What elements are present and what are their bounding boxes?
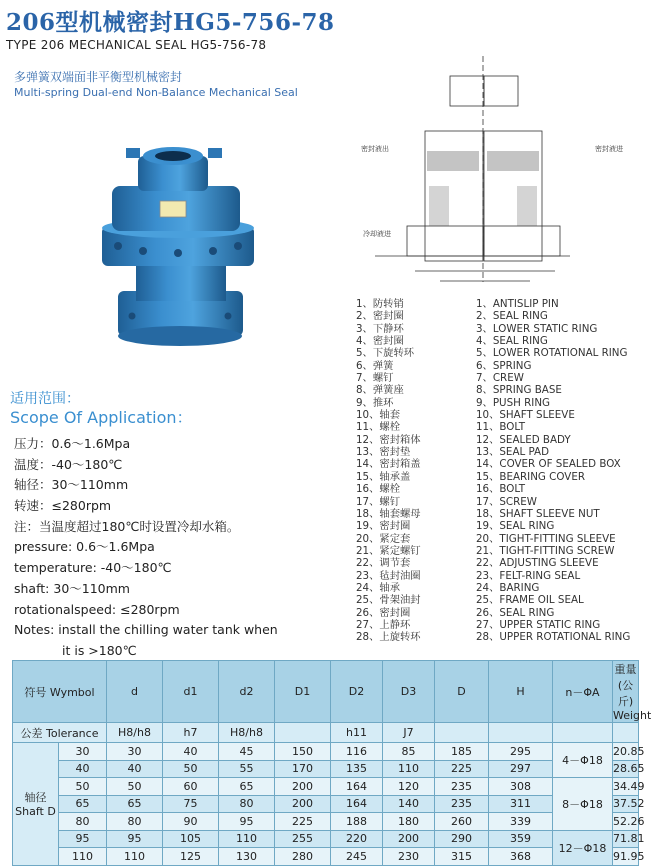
parts-item-cn: 8、弹簧座 [356,384,404,397]
parts-item-en: 18、SHAFT SLEEVE NUT [476,507,600,520]
parts-item-cn: 18、轴套螺母 [356,507,421,520]
table-header-row [13,661,639,723]
table-cell: 368 [489,848,553,866]
table-cell: 280 [275,848,331,866]
table-cell: 30 [107,743,163,761]
parts-item-cn: 23、毡封油圈 [356,569,421,582]
tolerance-cell [275,723,331,743]
parts-item-cn: 28、上旋转环 [356,631,421,644]
table-header-cell: 符号 Wymbol [13,661,107,723]
spec-line: shaft: 30～110mm [14,580,130,596]
shaft-label: 轴径 Shaft D [13,743,59,866]
table-cell: 255 [275,830,331,848]
n-phi-a-cell: 8－Φ18 [553,778,613,831]
parts-item-cn: 17、螺钉 [356,495,400,508]
table-cell: 295 [489,743,553,761]
table-cell: 235 [435,778,489,796]
table-cell: 245 [331,848,383,866]
table-cell: 164 [331,778,383,796]
parts-item-en: 9、PUSH RING [476,396,551,409]
subtitle-cn: 多弹簧双端面非平衡型机械密封 [14,70,183,84]
table-cell: 30 [59,743,107,761]
table-row [13,795,639,813]
table-row [13,848,639,866]
tolerance-cell: J7 [383,723,435,743]
parts-item-en: 14、COVER OF SEALED BOX [476,458,621,471]
weight-cell: 20.85 [613,743,639,761]
table-header-cell: n－ΦA [553,661,613,723]
parts-item-en: 16、BOLT [476,483,525,496]
tolerance-cell [553,723,613,743]
tolerance-cell [435,723,489,743]
parts-item-cn: 4、密封圈 [356,335,404,348]
parts-item-cn: 6、弹簧 [356,359,394,372]
parts-item-en: 21、TIGHT-FITTING SCREW [476,544,615,557]
parts-item-cn: 3、下静环 [356,322,404,335]
parts-item-en: 19、SEAL RING [476,520,555,533]
table-header-cell: D [435,661,489,723]
table-header-cell: d2 [219,661,275,723]
table-cell: 80 [219,795,275,813]
parts-item-cn: 26、密封圈 [356,606,411,619]
table-cell: 95 [219,813,275,831]
parts-item-en: 5、LOWER ROTATIONAL RING [476,347,628,360]
table-cell: 315 [435,848,489,866]
parts-item-cn: 1、防转销 [356,298,404,310]
table-cell: 40 [59,760,107,778]
tolerance-cell: H8/h8 [107,723,163,743]
tolerance-cell [489,723,553,743]
parts-item-en: 24、BARING [476,581,540,594]
parts-item-en: 15、BEARING COVER [476,470,585,483]
parts-item-cn: 2、密封圈 [356,310,404,323]
table-row [13,743,639,761]
spec-line: it is >180℃ [62,642,137,658]
table-cell: 110 [383,760,435,778]
table-cell: 235 [435,795,489,813]
table-cell: 110 [219,830,275,848]
spec-line: 注：当温度超过180℃时设置冷却水箱。 [14,518,240,534]
parts-item-en: 28、UPPER ROTATIONAL RING [476,631,631,644]
svg-text:密封液进: 密封液进 [595,145,623,153]
table-header-cell: D2 [331,661,383,723]
table-header-cell: d1 [163,661,219,723]
table-cell: 170 [275,760,331,778]
parts-item-cn: 9、推环 [356,396,394,409]
parts-item-en: 22、ADJUSTING SLEEVE [476,557,599,570]
tolerance-cell [613,723,639,743]
page-title-en: TYPE 206 MECHANICAL SEAL HG5-756-78 [6,38,267,52]
weight-cell: 37.52 [613,795,639,813]
spec-line: rotationalspeed: ≤280rpm [14,601,180,617]
svg-text:冷却液进: 冷却液进 [363,230,391,238]
table-cell: 45 [219,743,275,761]
parts-item-en: 6、SPRING [476,359,532,372]
table-cell: 65 [219,778,275,796]
table-cell: 200 [275,778,331,796]
parts-item-en: 10、SHAFT SLEEVE [476,409,575,422]
parts-item-cn: 10、轴套 [356,409,400,422]
table-cell: 65 [107,795,163,813]
subtitle-en: Multi-spring Dual-end Non-Balance Mechanical Seal [14,86,298,99]
weight-cell: 34.49 [613,778,639,796]
table-cell: 339 [489,813,553,831]
table-cell: 85 [383,743,435,761]
parts-item-en: 3、LOWER STATIC RING [476,322,598,335]
weight-cell: 52.26 [613,813,639,831]
spec-line: 温度：-40～180℃ [14,456,123,472]
parts-item-en: 23、FELT-RING SEAL [476,569,581,582]
table-cell: 65 [59,795,107,813]
parts-item-cn: 19、密封圈 [356,520,411,533]
table-cell: 75 [163,795,219,813]
tolerance-cell: h11 [331,723,383,743]
parts-item-cn: 14、密封箱盖 [356,458,421,471]
spec-line: 压力：0.6～1.6Mpa [14,436,131,451]
parts-item-en: 11、BOLT [476,421,525,434]
parts-item-cn: 25、骨架油封 [356,594,421,607]
spec-line: 轴径：30～110mm [14,477,129,493]
parts-list-en [476,298,648,644]
parts-list-cn [356,298,472,644]
parts-item-en: 12、SEALED BADY [476,433,571,446]
parts-item-en: 26、SEAL RING [476,606,555,619]
spec-line: Notes: install the chilling water tank when [14,622,278,638]
table-cell: 308 [489,778,553,796]
table-cell: 50 [163,760,219,778]
parts-item-en: 20、TIGHT-FITTING SLEEVE [476,532,616,545]
parts-item-en: 7、CREW [476,372,524,385]
spec-line: pressure: 0.6～1.6Mpa [14,539,155,555]
spec-list [14,434,344,662]
parts-item-en: 25、FRAME OIL SEAL [476,594,584,607]
svg-text:密封液出: 密封液出 [361,145,389,153]
table-header-cell: d [107,661,163,723]
tolerance-cell: H8/h8 [219,723,275,743]
weight-cell: 28.65 [613,760,639,778]
table-cell: 90 [163,813,219,831]
table-cell: 60 [163,778,219,796]
parts-item-en: 27、UPPER STATIC RING [476,618,601,631]
table-cell: 135 [331,760,383,778]
parts-item-cn: 11、螺栓 [356,421,400,434]
table-cell: 105 [163,830,219,848]
table-cell: 311 [489,795,553,813]
parts-item-en: 2、SEAL RING [476,310,548,323]
tolerance-label: 公差 Tolerance [13,723,107,743]
table-row [13,813,639,831]
table-cell: 50 [107,778,163,796]
table-row [13,778,639,796]
table-cell: 180 [383,813,435,831]
table-header-cell: D1 [275,661,331,723]
parts-item-cn: 16、螺栓 [356,483,400,496]
parts-item-en: 8、SPRING BASE [476,384,562,397]
table-cell: 40 [107,760,163,778]
page-title: 206型机械密封HG5-756-78 [6,9,335,36]
parts-item-cn: 22、调节套 [356,557,411,570]
parts-item-cn: 5、下旋转环 [356,347,415,360]
table-header-cell: D3 [383,661,435,723]
table-cell: 55 [219,760,275,778]
tolerance-row [13,723,639,743]
parts-item-cn: 21、紧定螺钉 [356,544,421,557]
table-cell: 225 [275,813,331,831]
spec-line: temperature: -40～180℃ [14,560,172,576]
spec-line: 转速：≤280rpm [14,498,112,514]
parts-item-en: 13、SEAL PAD [476,446,550,459]
table-cell: 120 [383,778,435,796]
table-cell: 80 [107,813,163,831]
n-phi-a-cell: 4－Φ18 [553,743,613,778]
parts-item-cn: 15、轴承盖 [356,470,411,483]
table-header-cell: 重量(公斤) Weight [613,661,639,723]
table-cell: 200 [383,830,435,848]
table-cell: 359 [489,830,553,848]
dimension-table [12,660,651,863]
n-phi-a-cell: 12－Φ18 [553,830,613,865]
table-cell: 40 [163,743,219,761]
parts-item-cn: 12、密封箱体 [356,433,421,446]
table-cell: 260 [435,813,489,831]
scope-heading-cn: 适用范围： [10,391,80,407]
table-cell: 110 [59,848,107,866]
table-cell: 185 [435,743,489,761]
table-cell: 150 [275,743,331,761]
parts-item-cn: 27、上静环 [356,618,411,631]
table-row [13,830,639,848]
seal-section-drawing [355,56,647,284]
table-cell: 130 [219,848,275,866]
table-cell: 140 [383,795,435,813]
parts-item-en: 17、SCREW [476,495,537,508]
table-cell: 164 [331,795,383,813]
parts-item-cn: 7、螺钉 [356,372,394,385]
table-cell: 80 [59,813,107,831]
table-cell: 50 [59,778,107,796]
table-header-cell: H [489,661,553,723]
table-cell: 95 [59,830,107,848]
weight-cell: 91.95 [613,848,639,866]
parts-item-en: 1、ANTISLIP PIN [476,298,559,310]
weight-cell: 71.81 [613,830,639,848]
table-cell: 188 [331,813,383,831]
table-cell: 230 [383,848,435,866]
parts-item-cn: 24、轴承 [356,581,400,594]
parts-item-cn: 20、紧定套 [356,532,411,545]
parts-item-cn: 13、密封垫 [356,446,411,459]
table-cell: 200 [275,795,331,813]
mechanical-seal-image [98,126,258,356]
scope-heading-en: Scope Of Application： [10,408,193,427]
parts-item-en: 4、SEAL RING [476,335,548,348]
table-cell: 95 [107,830,163,848]
table-cell: 116 [331,743,383,761]
table-cell: 290 [435,830,489,848]
table-cell: 110 [107,848,163,866]
table-row [13,760,639,778]
table-cell: 225 [435,760,489,778]
table-cell: 220 [331,830,383,848]
table-cell: 125 [163,848,219,866]
tolerance-cell: h7 [163,723,219,743]
table-cell: 297 [489,760,553,778]
